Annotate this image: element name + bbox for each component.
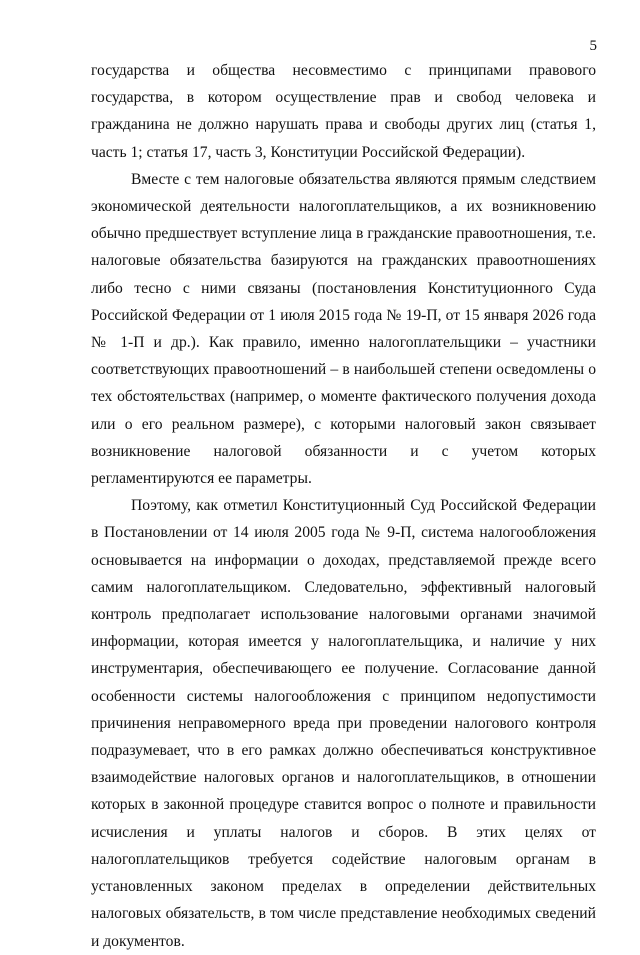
paragraph-tax-control: Поэтому, как отметил Конституционный Суд Российской Федерации в Постановлении от 14 июля 2005 года № 9-П, система налогообложения основывается на информации о доходах, представляемой прежде всего самим налогоплательщиком. Следовательно, эффективный налоговый контроль предполагает использование налоговыми органами значимой информации, которая имеется у налогоплательщика, и наличие у них инструментария, обеспечивающего ее получение. Согласование данной особенности системы налогообложения с принципом недопустимости причинения неправомерного вреда при проведении налогового контроля подразумевает, что в его рамках должно обеспечиваться конструктивное взаимодействие налоговых органов и налогоплательщиков, в отношении которых в законной процедуре ставится вопрос о полноте и правильности исчисления и уплаты налогов и сборов. В этих целях от налогоплательщиков требуется содействие налоговым органам в установленных законом пределах в определении действительных налоговых обязательств, в том числе представление необходимых сведений и документов. (91, 497, 596, 950)
document-body (91, 57, 596, 955)
page-number: 5 (589, 38, 597, 54)
paragraph-continuation: государства и общества несовместимо с принципами правового государства, в котором осуществление прав и свобод человека и гражданина не должно нарушать права и свободы других лиц (статья 1, часть 1; статья 17, часть 3, Конституции Российской Федерации). (91, 62, 596, 161)
paragraph-tax-obligations: Вместе с тем налоговые обязательства являются прямым следствием экономической деятельности налогоплательщиков, а их возникновению обычно предшествует вступление лица в гражданские правоотношения, т.е. налоговые обязательства базируются на гражданских правоотношениях либо тесно с ними связаны (постановления Конституционного Суда Российской Федерации от 1 июля 2015 года № 19-П, от 15 января 2026 года № 1-П и др.). Как правило, именно налогоплательщики – участники соответствующих правоотношений – в наибольшей степени осведомлены о тех обстоятельствах (например, о моменте фактического получения дохода или о его реальном размере), с которыми налоговый закон связывает возникновение налоговой обязанности и с учетом которых регламентируются ее параметры. (91, 170, 596, 488)
